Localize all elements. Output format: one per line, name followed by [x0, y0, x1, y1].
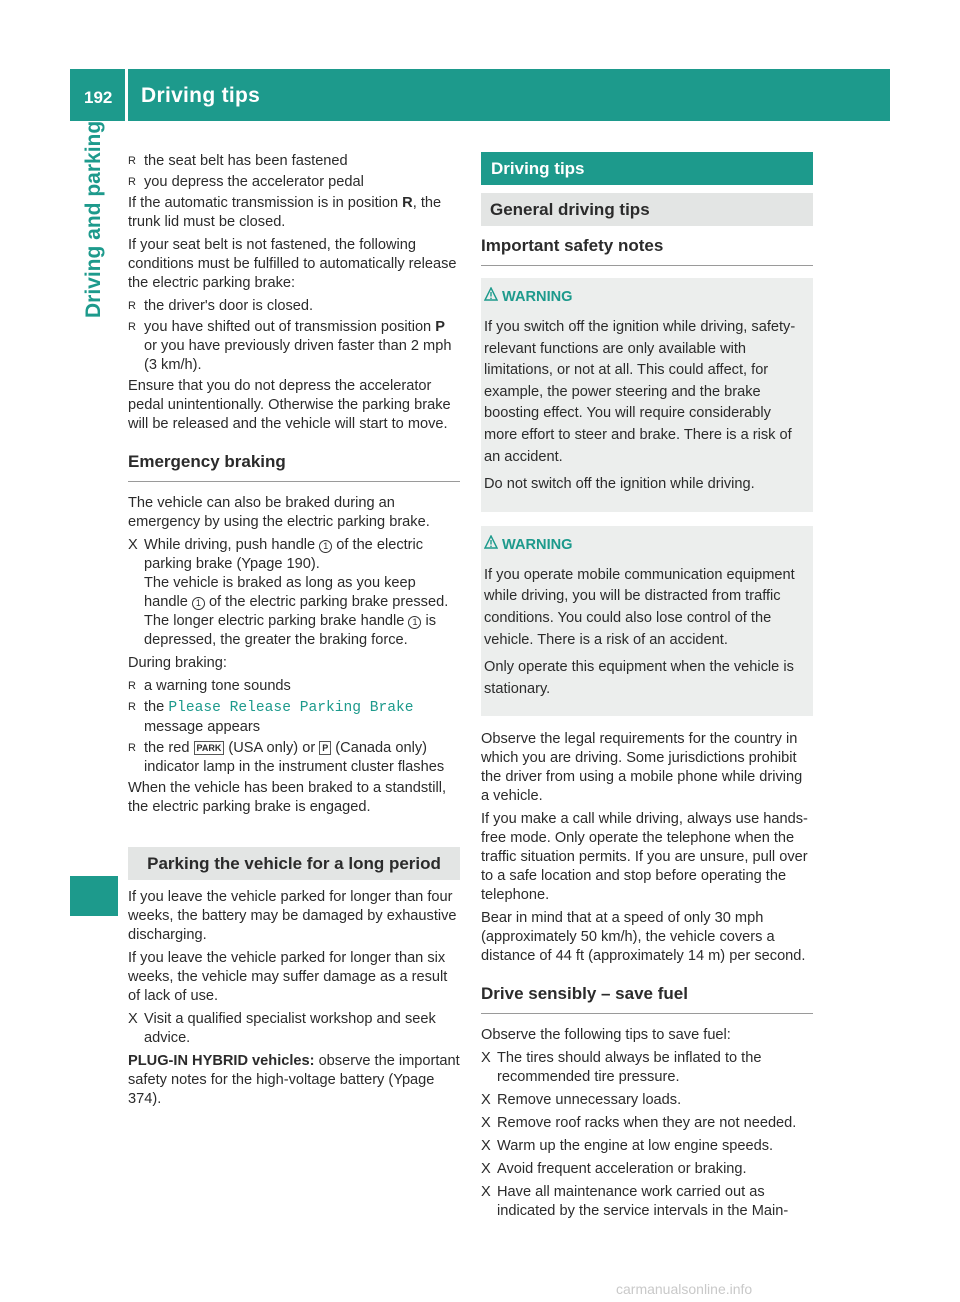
list-item: R the seat belt has been fastened — [128, 153, 348, 169]
arrow-icon: X — [481, 1092, 491, 1109]
page-header — [70, 69, 890, 121]
list-item: R the driver's door is closed. — [128, 298, 314, 314]
section-heading: Emergency braking — [128, 452, 460, 482]
arrow-icon: X — [481, 1115, 491, 1132]
chapter-band: Driving tips — [481, 152, 813, 185]
paragraph: If you leave the vehicle parked for longer than four weeks, the battery may be damaged by exhaustive discharging. — [128, 889, 457, 943]
warning-text: If you switch off the ignition while driving, safety-relevant functions are only available with limitations, or not at all. This could affect, for example, the power steering and the brake boosting effect. You will require considerably more effort to steer and brake. There is a risk of an accident. — [484, 319, 796, 465]
warning-box — [481, 278, 813, 512]
page-title: Driving tips — [141, 84, 261, 107]
bullet-icon: R — [128, 701, 136, 713]
bullet-icon: R — [128, 680, 136, 692]
section-band: Parking the vehicle for a long period — [128, 847, 460, 880]
warning-header: WARNING — [484, 288, 805, 307]
handle-number-icon: 1 — [192, 597, 205, 610]
list-item: R you depress the accelerator pedal — [128, 174, 364, 190]
section-band: General driving tips — [481, 193, 813, 226]
left-column — [128, 152, 460, 1113]
section-heading: Important safety notes — [481, 236, 813, 266]
watermark: carmanualsonline.info — [616, 1281, 753, 1297]
header-divider — [125, 69, 128, 121]
arrow-icon: X — [481, 1184, 491, 1201]
list-item: R you have shifted out of transmission position P or you have previously driven faster than 2 mph (3 km/h). — [128, 319, 452, 373]
instruction-step: X Remove roof racks when they are not needed. — [481, 1115, 797, 1132]
bullet-icon: R — [128, 321, 136, 333]
paragraph: During braking: — [128, 655, 227, 671]
bullet-icon: R — [128, 176, 136, 188]
instruction-step: X Avoid frequent acceleration or braking. — [481, 1161, 747, 1178]
page-ref-link[interactable]: page 190). — [250, 556, 320, 572]
arrow-icon: X — [481, 1138, 491, 1155]
handle-number-icon: 1 — [319, 540, 332, 553]
list-item: R a warning tone sounds — [128, 678, 291, 694]
bullet-icon: R — [128, 155, 136, 167]
paragraph: Ensure that you do not depress the accelerator pedal unintentionally. Otherwise the parking brake will be released and the vehicle will start to move. — [128, 378, 451, 432]
bullet-icon: R — [128, 300, 136, 312]
instruction-step: X Have all maintenance work carried out as indicated by the service intervals in the Main- — [481, 1184, 789, 1220]
list-item: R the red PARK (USA only) or P (Canada only) indicator lamp in the instrument cluster flashes — [128, 740, 445, 775]
paragraph: PLUG-IN HYBRID vehicles: observe the important safety notes for the high-voltage battery (Ypage 374). — [128, 1053, 460, 1107]
paragraph: When the vehicle has been braked to a standstill, the electric parking brake is engaged. — [128, 780, 447, 815]
paragraph: Observe the following tips to save fuel: — [481, 1027, 731, 1044]
instruction-step: X Warm up the engine at low engine speeds. — [481, 1138, 774, 1155]
arrow-icon: X — [481, 1050, 491, 1067]
section-heading: Drive sensibly – save fuel — [481, 984, 813, 1014]
handle-number-icon: 1 — [408, 616, 421, 629]
paragraph: If the automatic transmission is in position R, the trunk lid must be closed. — [128, 195, 442, 230]
park-indicator-icon: PARK — [194, 741, 225, 755]
warning-triangle-icon — [484, 287, 498, 307]
page-ref-icon: Y — [393, 1072, 402, 1088]
instruction-step: X The tires should always be inflated to the recommended tire pressure. — [481, 1050, 762, 1086]
warning-text: Do not switch off the ignition while driving. — [484, 476, 755, 493]
list-item: R the Please Release Parking Brake message appears — [128, 699, 414, 735]
arrow-icon: X — [128, 537, 138, 553]
side-tab-label: Driving and parking — [82, 121, 105, 319]
instruction-step: X Visit a qualified specialist workshop and seek advice. — [128, 1011, 436, 1046]
page-number: 192 — [84, 88, 113, 107]
instruction-step: X While driving, push handle 1 of the electric parking brake (Ypage 190). The vehicle is braked as long as you keep handle 1 of the electric parking brake pressed. The longer electric parking brake handle 1 is depressed, the greater the braking force. — [128, 537, 449, 648]
warning-triangle-icon — [484, 535, 498, 555]
page-ref-icon: Y — [241, 556, 250, 572]
side-tab-marker — [70, 876, 118, 916]
side-tab — [70, 121, 118, 1280]
instruction-step: X Remove unnecessary loads. — [481, 1092, 682, 1109]
paragraph: If you make a call while driving, always use hands-free mode. Only operate the telephone when the traffic situation permits. If you are unsure, pull over to a safe location and stop before operating the telephone. — [481, 811, 808, 904]
warning-text: If you operate mobile communication equipment while driving, you will be distracted from traffic conditions. You could also lose control of the vehicle. There is a risk of an accident. — [484, 566, 795, 648]
bullet-icon: R — [128, 742, 136, 754]
page-ref-link[interactable]: page 374). — [128, 1072, 435, 1107]
warning-header: WARNING — [484, 536, 805, 555]
paragraph: Observe the legal requirements for the country in which you are driving. Some jurisdictions prohibit the driver from using a mobile phone while driving a vehicle. — [481, 731, 803, 805]
right-column — [481, 152, 813, 1225]
warning-box — [481, 526, 813, 717]
display-message: Please Release Parking Brake — [168, 700, 414, 716]
arrow-icon: X — [128, 1011, 138, 1027]
parking-p-indicator-icon: P — [319, 741, 331, 755]
paragraph: If you leave the vehicle parked for longer than six weeks, the vehicle may suffer damage as a result of lack of use. — [128, 950, 448, 1004]
paragraph: If your seat belt is not fastened, the following conditions must be fulfilled to automatically release the electric parking brake: — [128, 237, 457, 291]
warning-text: Only operate this equipment when the vehicle is stationary. — [484, 659, 794, 697]
paragraph: The vehicle can also be braked during an emergency by using the electric parking brake. — [128, 495, 430, 530]
arrow-icon: X — [481, 1161, 491, 1178]
paragraph: Bear in mind that at a speed of only 30 mph (approximately 50 km/h), the vehicle covers a distance of 44 ft (approximately 14 m) per second. — [481, 910, 806, 965]
